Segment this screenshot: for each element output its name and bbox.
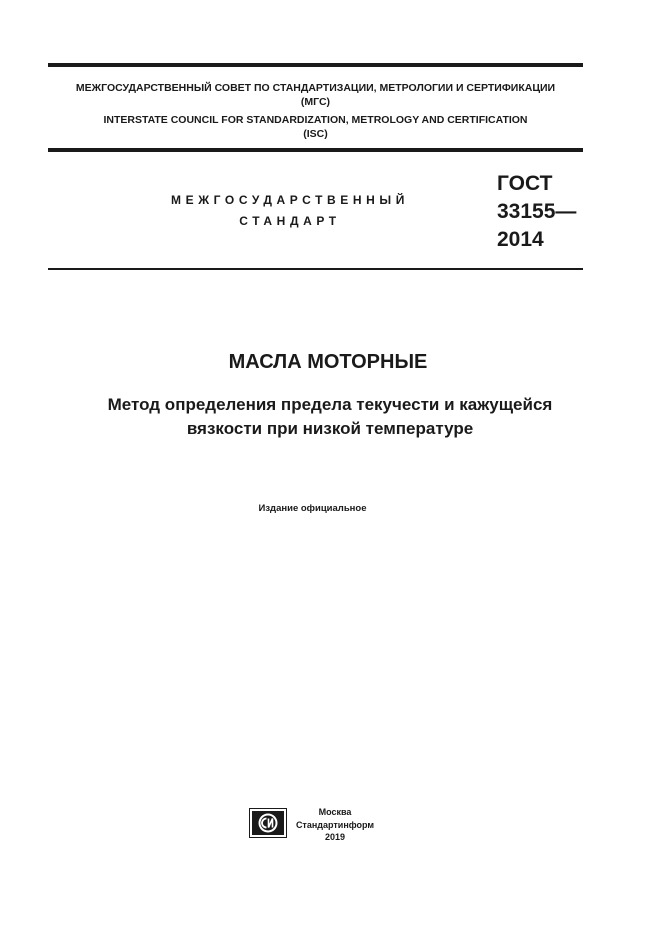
council-en-abbr: (ISC)	[303, 128, 328, 140]
council-en-line1: INTERSTATE COUNCIL FOR STANDARDIZATION, METROLOGY AND CERTIFICATION	[103, 114, 528, 126]
gost-number: 33155—	[497, 200, 577, 223]
council-ru-abbr: (МГС)	[300, 96, 331, 108]
standard-type	[120, 190, 460, 232]
subtitle-line1: Метод определения предела текучести и кажущейся	[107, 395, 553, 414]
council-ru-line1: МЕЖГОСУДАРСТВЕННЫЙ СОВЕТ ПО СТАНДАРТИЗАЦИИ, МЕТРОЛОГИИ И СЕРТИФИКАЦИИ	[75, 82, 556, 94]
standard-type-line2: СТАНДАРТ	[239, 214, 341, 228]
council-name-en	[48, 113, 583, 141]
publication-year: 2019	[324, 832, 346, 842]
document-title: МАСЛА МОТОРНЫЕ	[228, 351, 428, 373]
gost-designation	[497, 170, 576, 254]
publisher-name: Стандартинформ	[295, 819, 375, 830]
council-name-ru	[48, 81, 583, 109]
subtitle-line2: вязкости при низкой температуре	[186, 419, 474, 438]
publisher-city: Москва	[318, 807, 352, 817]
standard-rule	[48, 268, 583, 270]
standard-type-line1: МЕЖГОСУДАРСТВЕННЫЙ	[171, 193, 409, 207]
edition-label: Издание официальное	[258, 503, 367, 514]
gost-prefix: ГОСТ	[497, 172, 553, 195]
document-subtitle	[30, 393, 630, 441]
header-rule	[48, 148, 583, 152]
gost-year: 2014	[497, 228, 544, 251]
publisher-info	[290, 806, 380, 844]
top-rule	[48, 63, 583, 67]
standartinform-logo-icon	[249, 808, 287, 838]
